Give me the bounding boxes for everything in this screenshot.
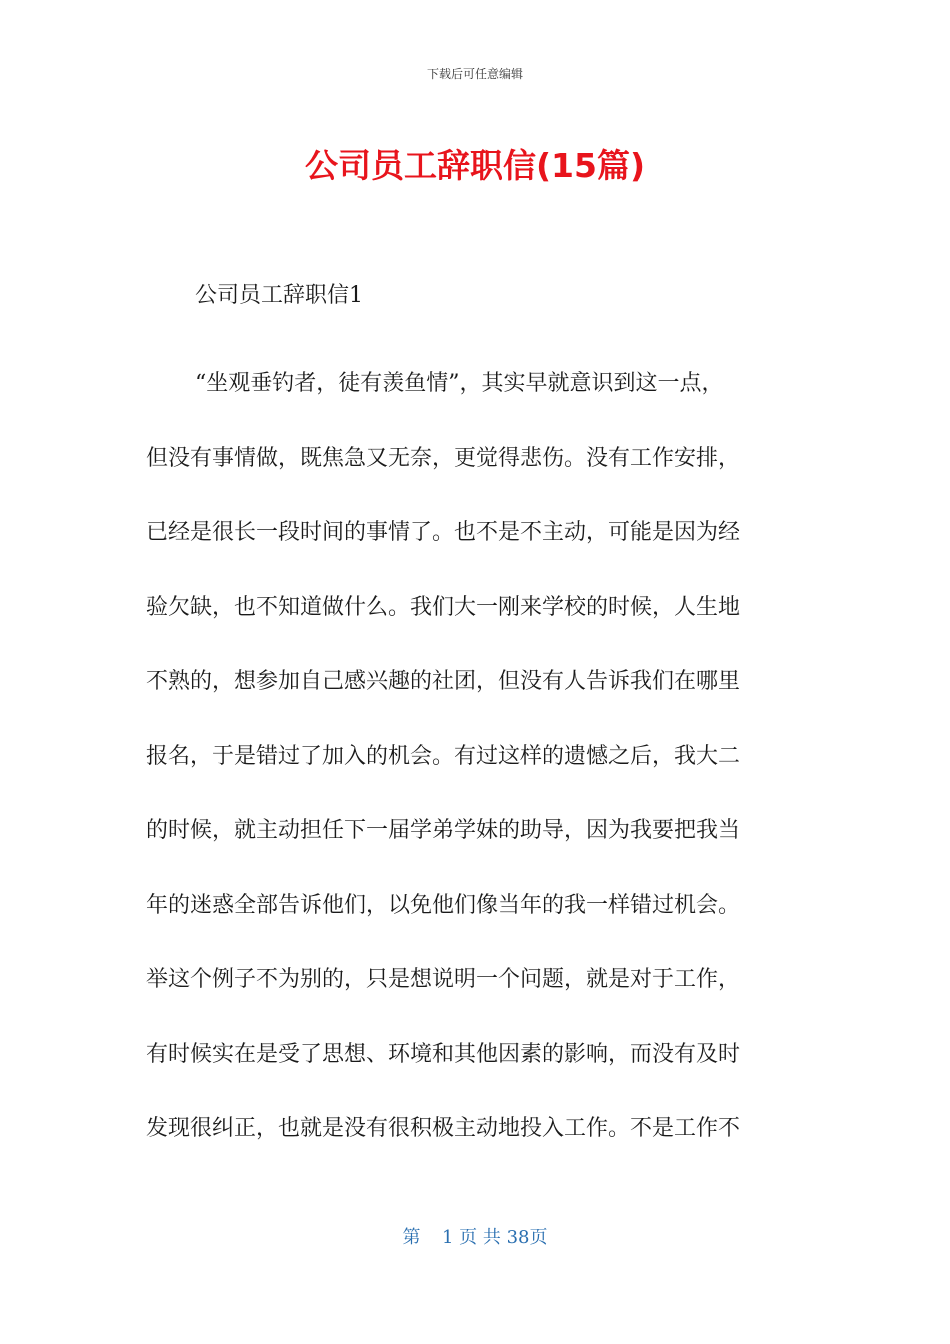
page-footer <box>0 1224 950 1252</box>
page-label-suffix: 页 <box>529 1227 548 1248</box>
body-line: 已经是很长一段时间的事情了。也不是不主动，可能是因为经 <box>146 520 741 545</box>
total-pages-number: 38 <box>506 1227 530 1248</box>
body-line: 有时候实在是受了思想、环境和其他因素的影响，而没有及时 <box>146 1041 741 1067</box>
body-line: 但没有事情做，既焦急又无奈，更觉得悲伤。没有工作安排， <box>146 445 741 471</box>
document-title: 公司员工辞职信(15篇) <box>304 146 646 185</box>
body-line: 验欠缺，也不知道做什么。我们大一刚来学校的时候，人生地 <box>146 594 741 620</box>
page-label-prefix: 第 <box>402 1227 421 1248</box>
section-heading: 公司员工辞职信1 <box>195 283 363 308</box>
body-line: “坐观垂钓者，徒有羡鱼情”，其实早就意识到这一点， <box>195 371 724 396</box>
body-line: 年的迷惑全部告诉他们，以免他们像当年的我一样错过机会。 <box>146 892 741 918</box>
body-line: 报名，于是错过了加入的机会。有过这样的遗憾之后，我大二 <box>146 743 741 769</box>
body-text <box>146 347 794 1167</box>
body-line: 的时候，就主动担任下一届学弟学妹的助导，因为我要把我当 <box>146 818 741 843</box>
body-line: 发现很纠正，也就是没有很积极主动地投入工作。不是工作不 <box>146 1116 741 1141</box>
page-label-mid: 页 共 <box>459 1227 501 1248</box>
body-line: 举这个例子不为别的，只是想说明一个问题，就是对于工作， <box>146 967 741 992</box>
current-page-number: 1 <box>441 1227 454 1248</box>
page-header-note: 下载后可任意编辑 <box>426 67 523 81</box>
body-line: 不熟的，想参加自己感兴趣的社团，但没有人告诉我们在哪里 <box>146 669 741 694</box>
